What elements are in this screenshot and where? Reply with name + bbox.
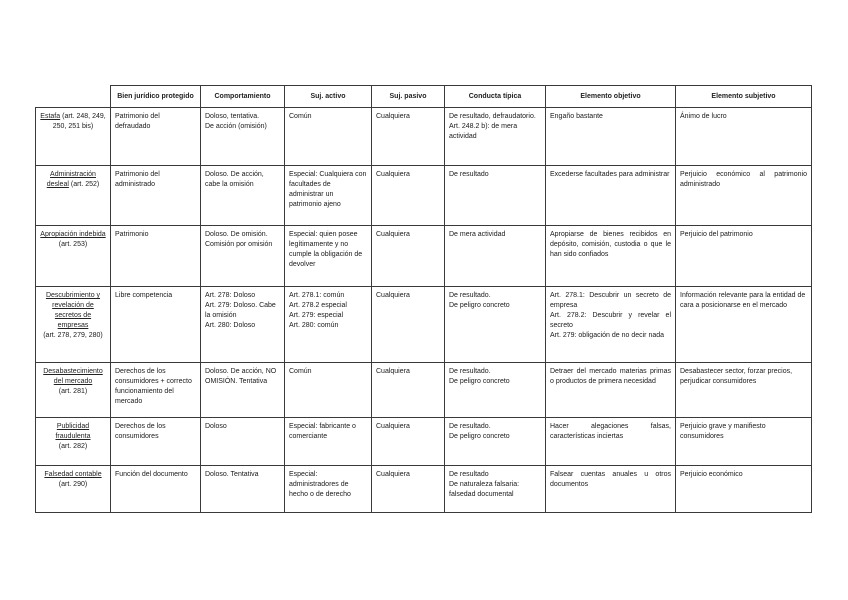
comportamiento-cell: Doloso. De omisión. Comisión por omisión: [201, 226, 285, 287]
elemento-objetivo-cell: Falsear cuentas anuales u otros documentos: [546, 466, 676, 513]
table-row-falsedad-contable: [36, 466, 812, 513]
conducta-tipica-cell: De resultado, defraudatorio. Art. 248.2 b): de mera actividad: [445, 108, 546, 166]
table-row-apropiacion-indebida: [36, 226, 812, 287]
bien-juridico-cell: Derechos de los consumidores: [111, 418, 201, 466]
suj-activo-cell: Especial: Cualquiera con facultades de administrar un patrimonio ajeno: [285, 166, 372, 226]
crime-title: Administración desleal: [46, 171, 96, 188]
suj-pasivo-cell: Cualquiera: [372, 418, 445, 466]
comportamiento-cell: Doloso: [201, 418, 285, 466]
suj-pasivo-cell: Cualquiera: [372, 363, 445, 418]
conducta-tipica-cell: De resultado. De peligro concreto: [445, 363, 546, 418]
comportamiento-cell: Doloso. De acción, cabe la omisión: [201, 166, 285, 226]
table-row-estafa: [36, 108, 812, 166]
elemento-subjetivo-cell: Perjuicio del patrimonio: [676, 226, 812, 287]
conducta-tipica-cell: De resultado De naturaleza falsaria: falsedad documental: [445, 466, 546, 513]
bien-juridico-cell: Función del documento: [111, 466, 201, 513]
comportamiento-cell: Art. 278: Doloso Art. 279: Doloso. Cabe la omisión Art. 280: Doloso: [201, 287, 285, 363]
crime-articles: (art. 253): [58, 241, 88, 248]
suj-activo-cell: Especial: quien posee legítimamente y no cumple la obligación de devolver: [285, 226, 372, 287]
crime-name-cell: [36, 226, 111, 287]
conducta-tipica-cell: De resultado. De peligro concreto: [445, 287, 546, 363]
crime-articles: (art. 252): [70, 181, 100, 188]
bien-juridico-cell: Patrimonio del administrado: [111, 166, 201, 226]
crime-title: Falsedad contable: [44, 471, 102, 478]
bien-juridico-cell: Patrimonio: [111, 226, 201, 287]
crime-articles: (art. 290): [58, 481, 88, 488]
comportamiento-cell: Doloso. Tentativa: [201, 466, 285, 513]
header-elemento-subjetivo: Elemento subjetivo: [676, 86, 812, 108]
bien-juridico-cell: Libre competencia: [111, 287, 201, 363]
elemento-objetivo-cell: Hacer alegaciones falsas, características inciertas: [546, 418, 676, 466]
crime-articles: (art. 248, 249, 250, 251 bis): [52, 113, 106, 130]
elemento-subjetivo-cell: Información relevante para la entidad de cara a posicionarse en el mercado: [676, 287, 812, 363]
conducta-tipica-cell: De resultado. De peligro concreto: [445, 418, 546, 466]
crimes-comparison-table: [35, 85, 812, 513]
elemento-subjetivo-cell: Desabastecer sector, forzar precios, perjudicar consumidores: [676, 363, 812, 418]
conducta-tipica-cell: De mera actividad: [445, 226, 546, 287]
bien-juridico-cell: Patrimonio del defraudado: [111, 108, 201, 166]
crime-name-cell: [36, 418, 111, 466]
suj-pasivo-cell: Cualquiera: [372, 166, 445, 226]
header-conducta-tipica: Conducta típica: [445, 86, 546, 108]
suj-pasivo-cell: Cualquiera: [372, 108, 445, 166]
elemento-subjetivo-cell: Perjuicio económico: [676, 466, 812, 513]
suj-activo-cell: Especial: administradores de hecho o de derecho: [285, 466, 372, 513]
table-row-administracion-desleal: [36, 166, 812, 226]
table-row-desabastecimiento: [36, 363, 812, 418]
crime-name-cell: [36, 287, 111, 363]
elemento-objetivo-cell: Apropiarse de bienes recibidos en depósito, comisión, custodia o que le han sido confiados: [546, 226, 676, 287]
table-row-descubrimiento-secretos: [36, 287, 812, 363]
suj-pasivo-cell: Cualquiera: [372, 287, 445, 363]
suj-activo-cell: Especial: fabricante o comerciante: [285, 418, 372, 466]
table-header-row: [36, 86, 812, 108]
crime-name-cell: [36, 363, 111, 418]
comportamiento-cell: Doloso. De acción, NO OMISIÓN. Tentativa: [201, 363, 285, 418]
elemento-objetivo-cell: Engaño bastante: [546, 108, 676, 166]
crime-name-cell: [36, 108, 111, 166]
header-elemento-objetivo: Elemento objetivo: [546, 86, 676, 108]
crime-articles: (art. 278, 279, 280): [43, 332, 103, 339]
header-bien-juridico: Bien jurídico protegido: [111, 86, 201, 108]
suj-activo-cell: Común: [285, 363, 372, 418]
suj-activo-cell: Común: [285, 108, 372, 166]
elemento-objetivo-cell: Art. 278.1: Descubrir un secreto de empresa Art. 278.2: Descubrir y revelar el secreto Art. 279: obligación de no decir nada: [546, 287, 676, 363]
header-suj-pasivo: Suj. pasivo: [372, 86, 445, 108]
elemento-subjetivo-cell: Ánimo de lucro: [676, 108, 812, 166]
crime-articles: (art. 282): [58, 443, 88, 450]
crime-name-cell: [36, 466, 111, 513]
elemento-objetivo-cell: Detraer del mercado materias primas o productos de primera necesidad: [546, 363, 676, 418]
crime-title: Publicidad fraudulenta: [55, 423, 91, 440]
suj-pasivo-cell: Cualquiera: [372, 466, 445, 513]
bien-juridico-cell: Derechos de los consumidores + correcto funcionamiento del mercado: [111, 363, 201, 418]
conducta-tipica-cell: De resultado: [445, 166, 546, 226]
elemento-objetivo-cell: Excederse facultades para administrar: [546, 166, 676, 226]
table-row-publicidad-fraudulenta: [36, 418, 812, 466]
crime-title: Descubrimiento y revelación de secretos de empresas: [45, 292, 101, 329]
crime-title: Estafa: [40, 113, 61, 120]
header-comportamiento: Comportamiento: [201, 86, 285, 108]
elemento-subjetivo-cell: Perjuicio económico al patrimonio administrado: [676, 166, 812, 226]
header-suj-activo: Suj. activo: [285, 86, 372, 108]
crime-articles: (art. 281): [58, 388, 88, 395]
crime-title: Desabastecimiento del mercado: [43, 368, 103, 385]
crime-title: Apropiación indebida: [40, 231, 106, 238]
suj-activo-cell: Art. 278.1: común Art. 278.2 especial Art. 279: especial Art. 280: común: [285, 287, 372, 363]
suj-pasivo-cell: Cualquiera: [372, 226, 445, 287]
header-empty-corner: [36, 86, 111, 108]
elemento-subjetivo-cell: Perjuicio grave y manifiesto consumidores: [676, 418, 812, 466]
comportamiento-cell: Doloso, tentativa. De acción (omisión): [201, 108, 285, 166]
crime-name-cell: [36, 166, 111, 226]
